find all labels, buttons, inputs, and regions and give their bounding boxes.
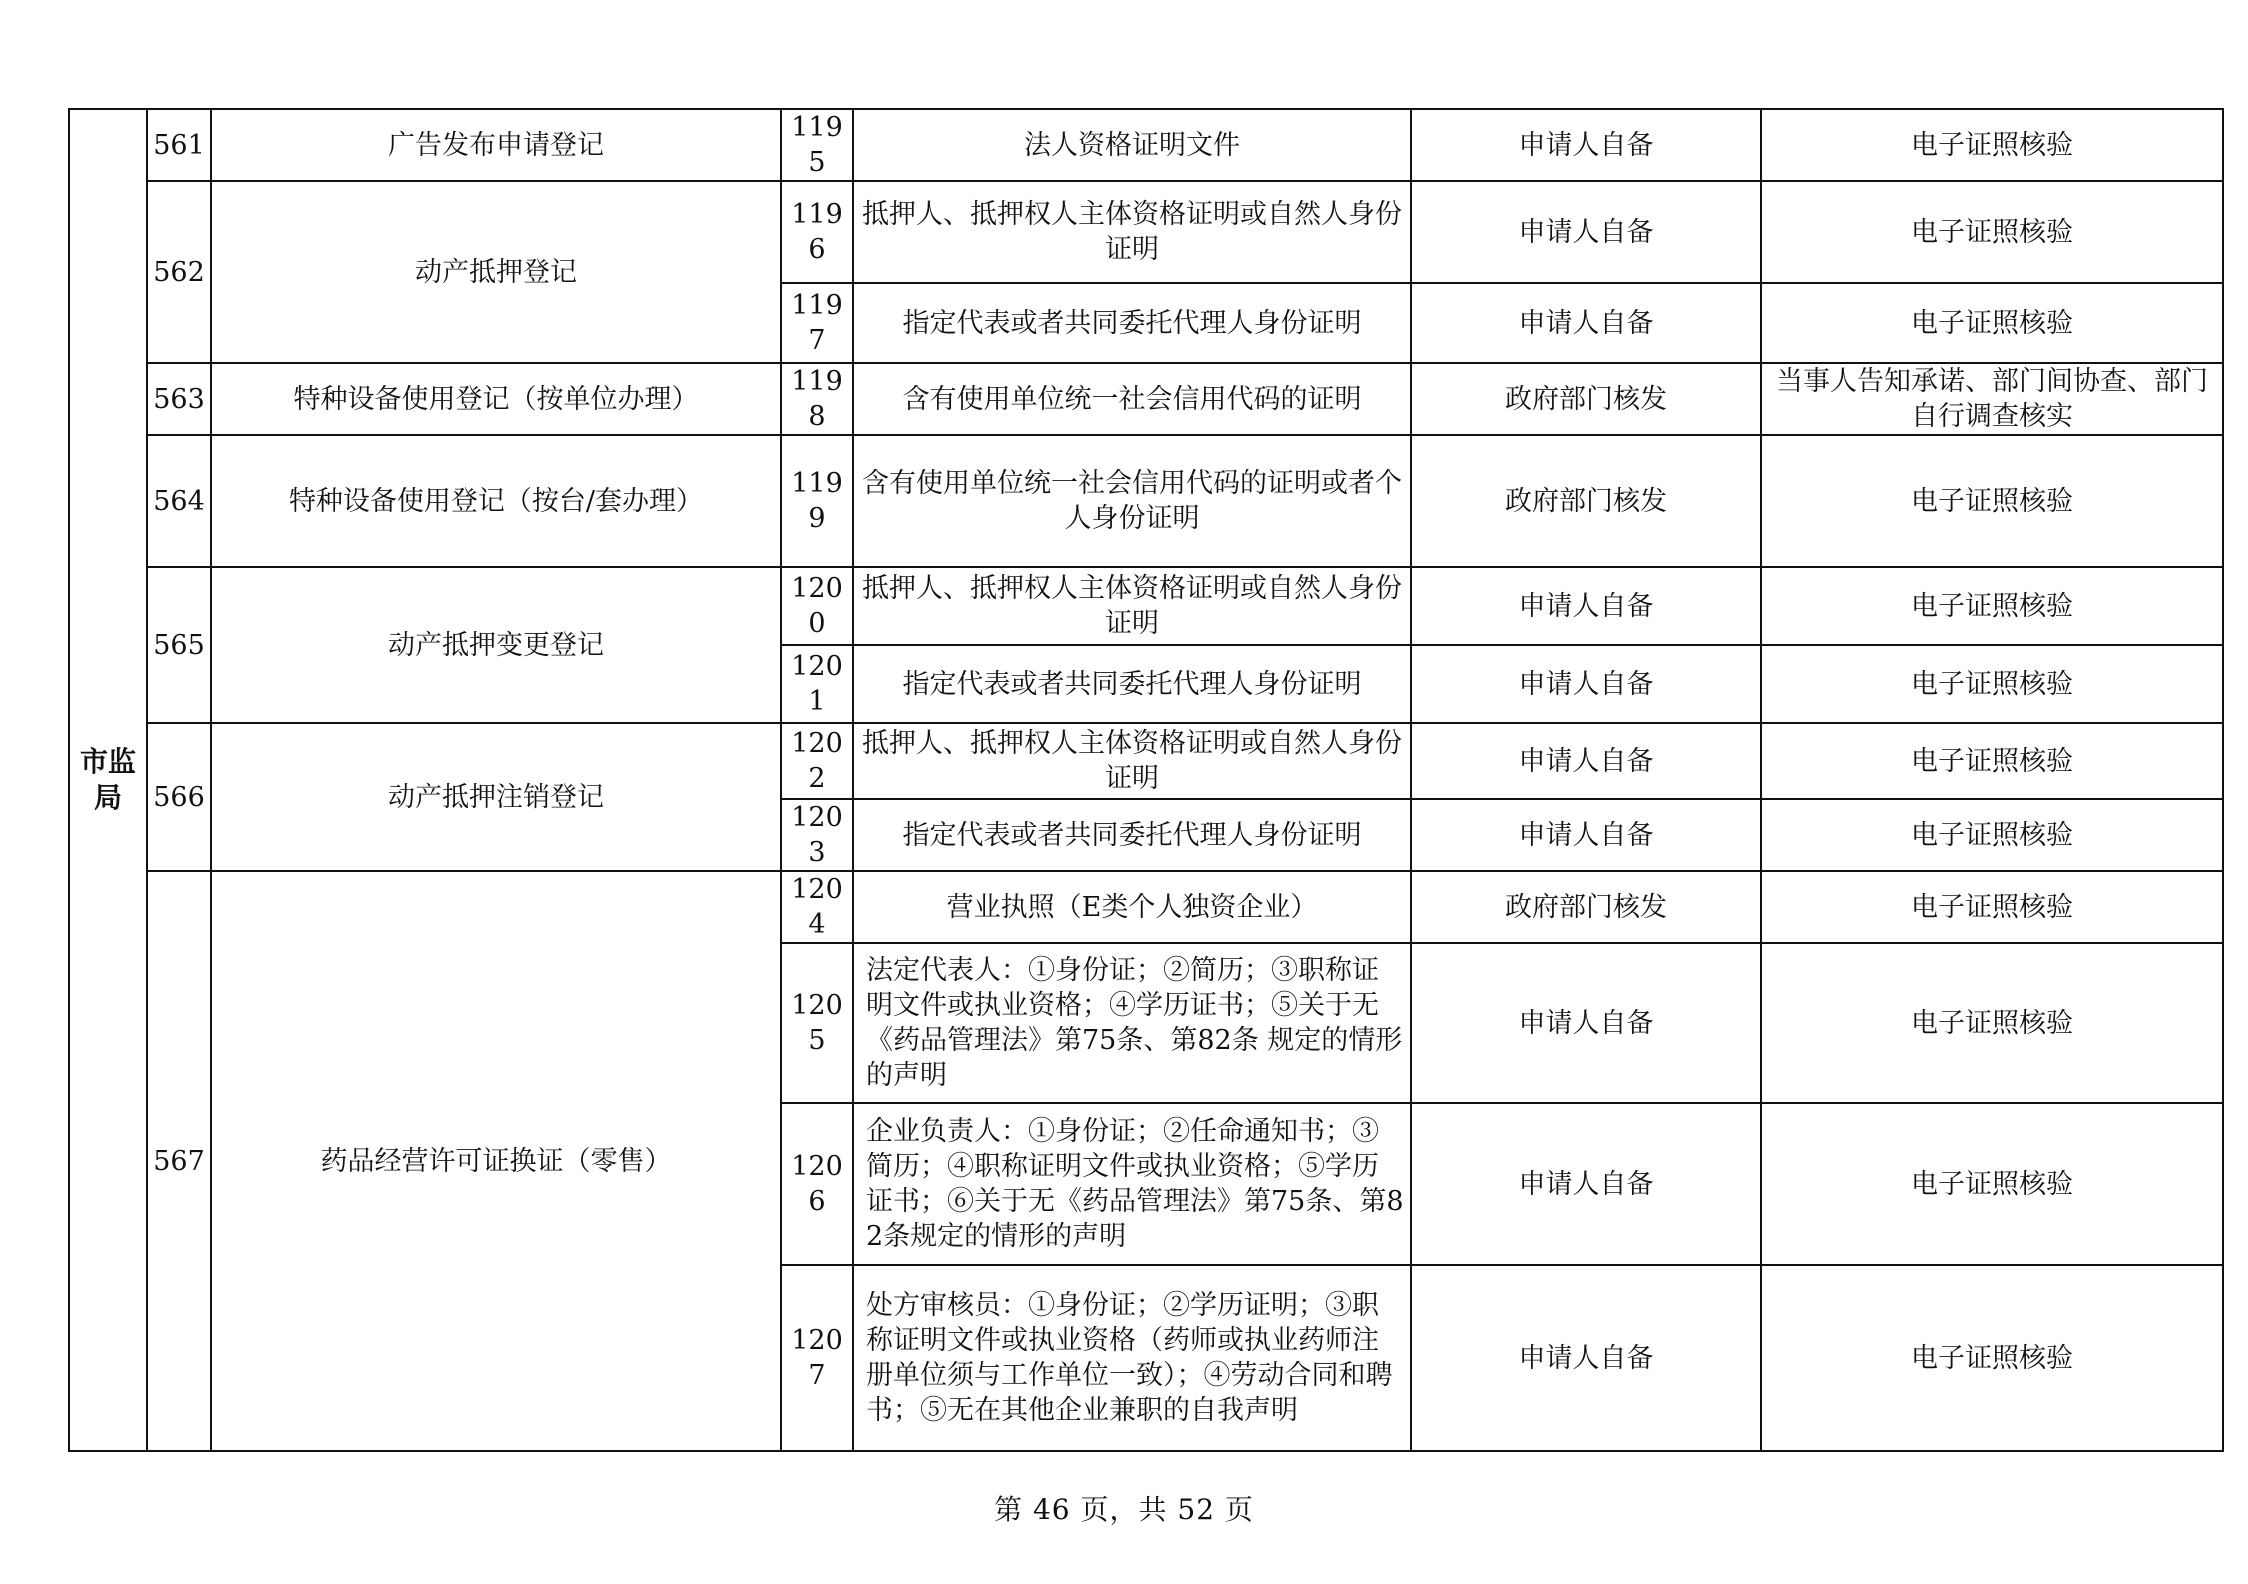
material-number: 1195 [781, 109, 853, 181]
material-source: 政府部门核发 [1411, 363, 1761, 435]
verification-method: 电子证照核验 [1761, 645, 2223, 723]
verification-method: 电子证照核验 [1761, 943, 2223, 1103]
verification-method: 电子证照核验 [1761, 181, 2223, 283]
verification-method: 电子证照核验 [1761, 435, 2223, 567]
item-name: 药品经营许可证换证（零售） [211, 871, 781, 1451]
table-row [69, 435, 2223, 567]
verification-method: 电子证照核验 [1761, 109, 2223, 181]
material-source: 申请人自备 [1411, 799, 1761, 871]
material-name: 含有使用单位统一社会信用代码的证明或者个人身份证明 [853, 435, 1411, 567]
material-name: 含有使用单位统一社会信用代码的证明 [853, 363, 1411, 435]
material-name: 指定代表或者共同委托代理人身份证明 [853, 799, 1411, 871]
material-source: 申请人自备 [1411, 723, 1761, 799]
verification-method: 电子证照核验 [1761, 723, 2223, 799]
verification-method: 电子证照核验 [1761, 567, 2223, 645]
item-number: 564 [147, 435, 211, 567]
verification-method: 电子证照核验 [1761, 1265, 2223, 1451]
item-name: 动产抵押注销登记 [211, 723, 781, 871]
material-name: 法人资格证明文件 [853, 109, 1411, 181]
materials-table [68, 108, 2224, 1452]
material-source: 申请人自备 [1411, 283, 1761, 363]
material-name: 法定代表人：①身份证；②简历；③职称证明文件或执业资格；④学历证书；⑤关于无《药品管理法》第75条、第82条 规定的情形的声明 [853, 943, 1411, 1103]
page-footer: 第 46 页，共 52 页 [994, 1493, 1254, 1526]
material-name: 指定代表或者共同委托代理人身份证明 [853, 283, 1411, 363]
material-source: 申请人自备 [1411, 567, 1761, 645]
material-source: 政府部门核发 [1411, 435, 1761, 567]
material-source: 政府部门核发 [1411, 871, 1761, 943]
material-source: 申请人自备 [1411, 1265, 1761, 1451]
material-number: 1203 [781, 799, 853, 871]
item-number: 565 [147, 567, 211, 723]
material-source: 申请人自备 [1411, 181, 1761, 283]
material-number: 1204 [781, 871, 853, 943]
material-name: 处方审核员：①身份证；②学历证明；③职称证明文件或执业资格（药师或执业药师注册单位须与工作单位一致）；④劳动合同和聘书；⑤无在其他企业兼职的自我声明 [853, 1265, 1411, 1451]
material-source: 申请人自备 [1411, 109, 1761, 181]
table-row [69, 723, 2223, 799]
item-number: 561 [147, 109, 211, 181]
verification-method: 电子证照核验 [1761, 799, 2223, 871]
item-number: 567 [147, 871, 211, 1451]
item-number: 566 [147, 723, 211, 871]
material-number: 1206 [781, 1103, 853, 1265]
item-number: 562 [147, 181, 211, 363]
item-name: 特种设备使用登记（按台/套办理） [211, 435, 781, 567]
table-row [69, 109, 2223, 181]
table-row [69, 181, 2223, 283]
material-number: 1198 [781, 363, 853, 435]
material-source: 申请人自备 [1411, 645, 1761, 723]
material-source: 申请人自备 [1411, 1103, 1761, 1265]
material-number: 1197 [781, 283, 853, 363]
item-name: 动产抵押变更登记 [211, 567, 781, 723]
material-name: 抵押人、抵押权人主体资格证明或自然人身份证明 [853, 723, 1411, 799]
material-number: 1199 [781, 435, 853, 567]
item-name: 特种设备使用登记（按单位办理） [211, 363, 781, 435]
material-name: 抵押人、抵押权人主体资格证明或自然人身份证明 [853, 181, 1411, 283]
table-row [69, 363, 2223, 435]
table-row [69, 871, 2223, 943]
verification-method: 电子证照核验 [1761, 283, 2223, 363]
material-name: 指定代表或者共同委托代理人身份证明 [853, 645, 1411, 723]
material-name: 企业负责人：①身份证；②任命通知书；③简历；④职称证明文件或执业资格；⑤学历证书；⑥关于无《药品管理法》第75条、第82条规定的情形的声明 [853, 1103, 1411, 1265]
material-number: 1205 [781, 943, 853, 1103]
verification-method: 电子证照核验 [1761, 871, 2223, 943]
material-number: 1201 [781, 645, 853, 723]
material-number: 1207 [781, 1265, 853, 1451]
material-name: 抵押人、抵押权人主体资格证明或自然人身份证明 [853, 567, 1411, 645]
table-row [69, 567, 2223, 645]
department-cell: 市监局 [69, 109, 147, 1451]
verification-method: 电子证照核验 [1761, 1103, 2223, 1265]
material-name: 营业执照（E类个人独资企业） [853, 871, 1411, 943]
material-source: 申请人自备 [1411, 943, 1761, 1103]
item-name: 广告发布申请登记 [211, 109, 781, 181]
item-name: 动产抵押登记 [211, 181, 781, 363]
verification-method: 当事人告知承诺、部门间协查、部门自行调查核实 [1761, 363, 2223, 435]
item-number: 563 [147, 363, 211, 435]
material-number: 1200 [781, 567, 853, 645]
material-number: 1202 [781, 723, 853, 799]
material-number: 1196 [781, 181, 853, 283]
